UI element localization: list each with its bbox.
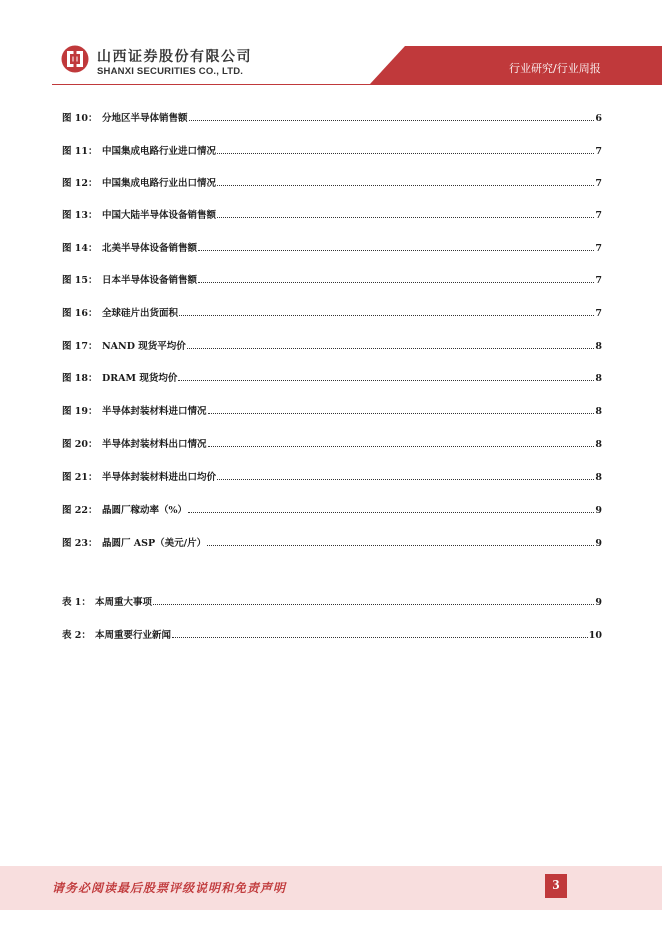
toc-leader-dots [208,446,595,447]
toc-leader-dots [178,380,594,381]
toc-figure-title: DRAM 现货均价 [102,373,178,384]
toc-figure-number: 图 19： [62,406,98,417]
toc-figure-number: 图 14： [62,243,98,254]
toc-leader-dots [179,315,594,316]
toc-figure-title: 分地区半导体销售额 [102,113,188,124]
report-type-label: 行业研究/行业周报 [509,62,601,75]
toc-figure-number: 图 22： [62,505,98,516]
header-divider [52,84,662,85]
page-footer [0,866,662,910]
toc-page-number: 8 [595,406,602,417]
toc-table-entry[interactable] [62,594,602,608]
toc-leader-dots [217,185,594,186]
toc-leader-dots [208,413,595,414]
toc-leader-dots [188,512,594,513]
toc-figure-number: 图 17： [62,341,98,352]
toc-table-title: 本周重要行业新闻 [95,630,172,641]
toc-figure-title: 晶圆厂 ASP（美元/片） [102,538,207,549]
toc-figure-number: 图 21： [62,472,98,483]
toc-figure-number: 图 23： [62,538,98,549]
toc-leader-dots [198,250,594,251]
toc-figure-entry[interactable] [62,403,602,417]
toc-page-number: 8 [595,373,602,384]
toc-figure-number: 图 12： [62,178,98,189]
toc-leader-dots [217,479,594,480]
toc-figure-entry[interactable] [62,469,602,483]
toc-page-number: 8 [595,472,602,483]
toc-leader-dots [217,153,594,154]
toc-figure-entry[interactable] [62,436,602,450]
toc-figure-title: 半导体封装材料出口情况 [102,439,207,450]
toc-leader-dots [217,217,594,218]
toc-leader-dots [187,348,595,349]
shanxi-securities-logo-icon [60,44,90,74]
toc-figure-entry[interactable] [62,272,602,286]
toc-leader-dots [153,604,594,605]
page-header [0,0,662,90]
toc-page-number: 7 [595,275,602,286]
toc-figure-title: 中国集成电路行业出口情况 [102,178,217,189]
toc-page-number: 9 [595,597,602,608]
toc-page-number: 9 [595,505,602,516]
toc-figure-entry[interactable] [62,110,602,124]
toc-figure-title: 北美半导体设备销售额 [102,243,198,254]
toc-figure-number: 图 16： [62,308,98,319]
toc-figure-number: 图 11： [62,146,98,157]
toc-page-number: 10 [588,630,602,641]
toc-figure-title: 半导体封装材料进口情况 [102,406,207,417]
toc-page-number: 8 [595,341,602,352]
toc-figure-number: 图 13： [62,210,98,221]
toc-leader-dots [172,637,588,638]
toc-page-number: 9 [595,538,602,549]
toc-page-number: 6 [595,113,602,124]
toc-figure-entry[interactable] [62,207,602,221]
company-name-cn: 山西证券股份有限公司 [97,49,252,65]
toc-figure-title: 中国集成电路行业进口情况 [102,146,217,157]
toc-leader-dots [207,545,594,546]
toc-figure-entry[interactable] [62,502,602,516]
toc-figure-entry[interactable] [62,175,602,189]
disclaimer-notice: 请务必阅读最后股票评级说明和免责声明 [52,881,287,895]
toc-leader-dots [198,282,594,283]
toc-page-number: 7 [595,308,602,319]
company-name-en: SHANXI SECURITIES CO., LTD. [97,66,244,77]
toc-page-number: 7 [595,243,602,254]
toc-table-title: 本周重大事项 [95,597,153,608]
toc-figure-entry[interactable] [62,240,602,254]
toc-figure-number: 图 15： [62,275,98,286]
toc-table-entry[interactable] [62,627,602,641]
toc-figure-number: 图 10： [62,113,98,124]
toc-figure-title: NAND 现货平均价 [102,341,186,352]
toc-figure-entry[interactable] [62,143,602,157]
toc-figure-number: 图 18： [62,373,98,384]
page-number-badge: 3 [545,874,567,898]
toc-leader-dots [189,120,595,121]
toc-figure-title: 晶圆厂稼动率（%） [102,505,188,516]
toc-figure-entry[interactable] [62,370,602,384]
toc-page-number: 7 [595,146,602,157]
toc-figure-entry[interactable] [62,535,602,549]
toc-figure-entry[interactable] [62,305,602,319]
toc-figure-title: 中国大陆半导体设备销售额 [102,210,217,221]
toc-page-number: 7 [595,210,602,221]
toc-page-number: 7 [595,178,602,189]
toc-figure-entry[interactable] [62,338,602,352]
toc-figure-title: 日本半导体设备销售额 [102,275,198,286]
toc-page-number: 8 [595,439,602,450]
toc-table-number: 表 1： [62,597,91,608]
toc-figure-number: 图 20： [62,439,98,450]
toc-figure-title: 半导体封装材料进出口均价 [102,472,217,483]
toc-figure-title: 全球硅片出货面积 [102,308,179,319]
toc-table-number: 表 2： [62,630,91,641]
